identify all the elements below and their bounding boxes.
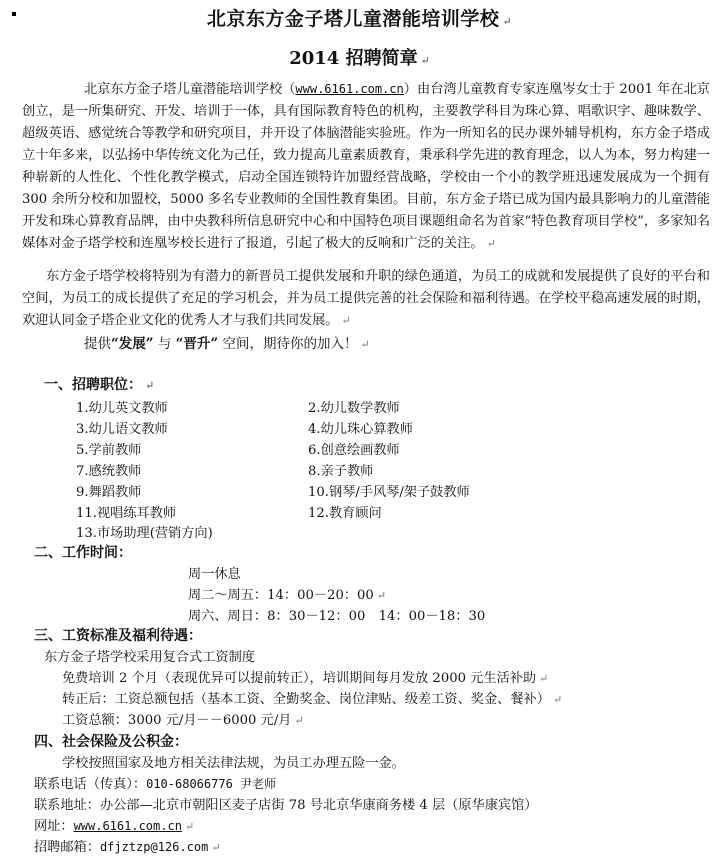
section-4-label: 四、社会保险及公积金：: [34, 734, 188, 750]
job-item: 13.市场助理(营销方向): [76, 526, 213, 541]
job-item: 8.亲子教师: [308, 464, 374, 479]
job-item: 7.感统教师: [76, 464, 142, 479]
intro-text-rest: ）由台湾儿童教育专家连凰岑女士于 2001 年在北京创立，是一所集研究、开发、培训于一体，具有国际教育特色的机构，主要教学科目为珠心算、唱歌识字、趣味数学、超级英语、感觉统合等教学和研究项目，并开设了体脑潜能实验班。作为一所知名的民办课外辅导机构，东方金子塔成立十年多来，以弘扬中华传统文化为己任，致力提高儿童素质教育，秉承科学先进的教育理念，以人为本，努力构建一种崭新的人性化、个性化教学模式，启动全国连锁特许加盟经营战略，学校由一个小的教学班迅速发展成为一个拥有 300 余所分校和加盟校，5000 多名专业教师的全国性教育集团。目前，东方金子塔已成为国内最具影响力的儿童潜能开发和珠心算教育品牌，由中央教科所信息研究中心和中国特色项目课题组命名为首家“特色教育项目学校”，多家知名媒体对金子塔学校和连凰岑校长进行了报道，引起了极大的反响和广泛的关注。: [22, 82, 710, 251]
hours-weekday: 周二～周五：14：00－20：00: [188, 588, 374, 603]
document-subtitle: [0, 44, 719, 70]
job-item: 9.舞蹈教师: [76, 485, 142, 500]
section-heading-positions: [44, 374, 154, 394]
job-item: 1.幼儿英文教师: [76, 401, 168, 416]
development-paragraph: [22, 266, 710, 332]
paragraph-mark: ↵: [539, 672, 549, 685]
salary-line: 东方金子塔学校采用复合式工资制度: [44, 650, 255, 665]
intro-text-start: 北京东方金子塔儿童潜能培训学校（: [84, 82, 296, 97]
paragraph-mark: ↵: [376, 589, 387, 602]
insurance-line: 学校按照国家及地方相关法律法规，为员工办理五险一金。: [62, 756, 405, 771]
email-label: 招聘邮箱：: [34, 840, 100, 855]
salary-line: [62, 667, 548, 686]
job-item: 3.幼儿语文教师: [76, 422, 168, 437]
email-line: [34, 836, 221, 855]
offer-term-development: “发展”: [111, 336, 154, 352]
intro-website-link[interactable]: www.6161.com.cn: [295, 82, 404, 96]
contact-address-value: 办公部—北京市朝阳区麦子店街 78 号北京华康商务楼 4 层（原华康宾馆）: [99, 798, 538, 813]
section-2-label: 二、工作时间：: [34, 545, 132, 561]
job-item: 5.学前教师: [76, 443, 142, 458]
paragraph-mark: ↵: [211, 841, 221, 854]
section-3-label: 三、工资标准及福利待遇：: [34, 628, 202, 644]
offer-suffix: 空间，期待你的加入！: [222, 336, 358, 352]
contact-phone-line: [34, 773, 276, 792]
contact-phone-value: 010-68066776 尹老师: [146, 777, 277, 791]
paragraph-mark: ↵: [145, 379, 155, 392]
development-text: 东方金子塔学校将特别为有潜力的新晋员工提供发展和升职的绿色通道，为员工的成就和发展提供了良好的平台和空间，为员工的成长提供了充足的学习机会，并为员工提供完善的社会保险和福利待遇。在学校平稳高速发展的时期，欢迎认同金子塔企业文化的优秀人才与我们共同发展。: [22, 269, 710, 328]
intro-paragraph: [22, 78, 710, 255]
contact-phone-label: 联系电话（传真）：: [34, 777, 147, 792]
subtitle-text: 2014 招聘简章: [289, 48, 418, 69]
job-item: 2.幼儿数学教师: [308, 401, 400, 416]
hours-line: [188, 605, 485, 624]
salary-range: 工资总额：3000 元/月－－6000 元/月: [62, 713, 292, 728]
contact-address-line: [34, 794, 538, 813]
website-line: [34, 815, 194, 834]
offer-mid: 与: [157, 336, 172, 352]
paragraph-mark: ↵: [420, 54, 430, 67]
salary-components: 转正后：工资总额包括（基本工资、全勤奖金、岗位津贴、级差工资、奖金、餐补）: [62, 692, 550, 707]
offer-prefix: 提供: [84, 336, 111, 352]
title-text: 北京东方金子塔儿童潜能培训学校: [206, 8, 500, 30]
paragraph-mark: ↵: [552, 693, 563, 706]
paragraph-mark: ↵: [294, 714, 304, 727]
paragraph-mark: ↵: [341, 314, 351, 327]
offer-term-promotion: “晋升”: [175, 336, 219, 352]
paragraph-mark: ↵: [486, 237, 496, 250]
section-heading-insurance: [34, 731, 188, 751]
job-item: 12.教育顾问: [308, 506, 382, 521]
hours-line: [188, 563, 241, 582]
section-heading-hours: [34, 542, 132, 562]
salary-line: [62, 688, 562, 707]
salary-line: [62, 709, 304, 728]
document-title: [0, 4, 719, 31]
contact-address-label: 联系地址：: [34, 798, 100, 813]
email-value[interactable]: dfjztzp@126.com: [99, 840, 209, 854]
paragraph-mark: ↵: [360, 338, 370, 351]
hours-line: [188, 584, 386, 603]
offer-line: [84, 332, 370, 352]
website-link[interactable]: www.6161.com.cn: [73, 819, 182, 833]
job-item: 4.幼儿珠心算教师: [308, 422, 413, 437]
section-heading-salary: [34, 625, 202, 645]
job-item: 6.创意绘画教师: [308, 443, 400, 458]
paragraph-mark: ↵: [184, 820, 195, 833]
section-1-label: 一、招聘职位：: [44, 377, 142, 393]
website-label: 网址：: [34, 819, 74, 834]
hours-weekend: 周六、周日：8：30－12：00 14：00－18：30: [188, 609, 486, 624]
job-item: 10.钢琴/手风琴/架子鼓教师: [308, 485, 470, 500]
salary-training: 免费培训 2 个月（表现优异可以提前转正），培训期间每月发放 2000 元生活补助: [62, 671, 537, 686]
job-item: 11.视唱练耳教师: [76, 506, 177, 521]
hours-monday: 周一休息: [188, 567, 241, 582]
paragraph-mark: ↵: [502, 15, 513, 28]
